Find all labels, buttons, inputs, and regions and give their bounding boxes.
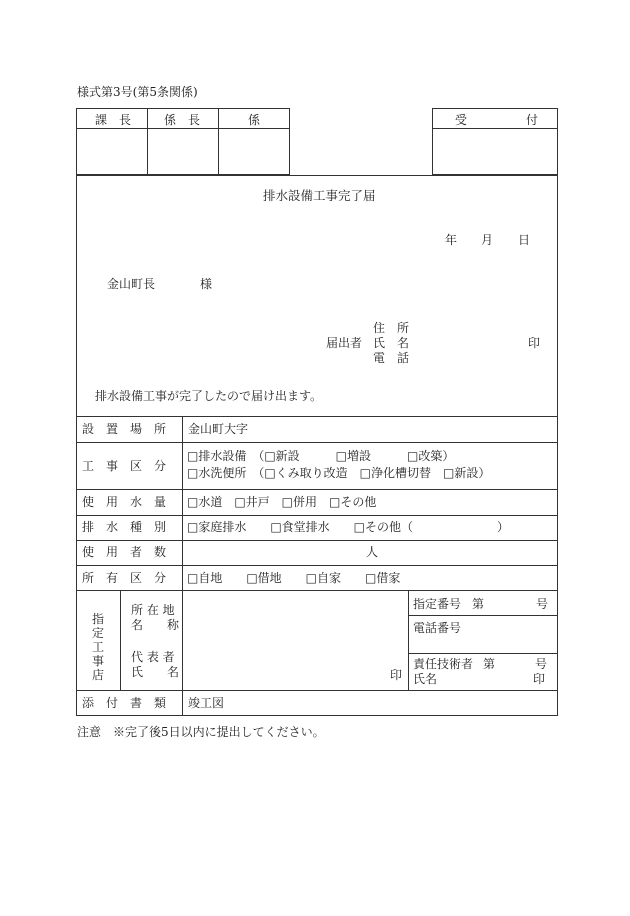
approval-kacho: 課 長 [95,113,132,127]
contractor-vertical-label: 指定工事店 [91,612,104,682]
contractor-rep-label-2: 氏 名 [131,665,180,679]
addressee: 金山町長 [107,277,156,291]
users-label: 使 用 者 数 [82,545,167,559]
applicant-input-area[interactable] [420,320,520,366]
designation-label: 指定番号 [413,597,462,611]
engineer-seal: 印 [533,672,546,686]
approval-stamp-kakaricho[interactable] [152,132,212,170]
location-label: 設 置 場 所 [82,422,167,436]
engineer-go: 号 [535,657,548,671]
contractor-rep-label-1: 代 表 者 [131,650,175,664]
reception-label-2: 付 [526,113,539,127]
reception-box [432,108,558,175]
applicant-label: 届出者 [326,336,363,350]
drain-value[interactable]: □家庭排水 □食堂排水 □その他（ ） [187,520,510,534]
statement: 排水設備工事が完了したので届け出ます。 [95,389,323,403]
applicant-phone-label: 電 話 [373,351,410,365]
approval-kakaricho: 係 長 [164,113,201,127]
water-value[interactable]: □水道 □井戸 □併用 □その他 [187,495,377,509]
water-label: 使 用 水 量 [82,495,167,509]
contractor-input-area[interactable] [188,595,383,685]
designation-dai: 第 [472,597,485,611]
approval-stamp-kacho[interactable] [90,132,140,170]
approval-kakari: 係 [248,113,261,127]
designation-go: 号 [536,597,549,611]
drain-label: 排 水 種 別 [82,520,167,534]
ownership-label: 所 有 区 分 [82,571,167,585]
addressee-sama: 様 [200,277,213,291]
attachment-label: 添 付 書 類 [82,696,167,710]
contractor-phone-label: 電話番号 [413,621,462,635]
users-input[interactable] [190,543,360,561]
note: 注意 ※完了後5日以内に提出してください。 [77,725,325,739]
users-unit: 人 [366,545,379,559]
date-day: 日 [518,233,531,247]
work-type-line1[interactable]: □排水設備 （□新設 □増設 □改築） [187,449,455,463]
form-header: 様式第3号(第5条関係) [77,85,198,99]
engineer-name-label: 氏名 [413,672,438,686]
applicant-address-label: 住 所 [373,321,410,335]
engineer-dai: 第 [483,657,496,671]
approval-stamp-kakari[interactable] [224,132,284,170]
work-type-line2[interactable]: □水洗便所 （□くみ取り改造 □浄化槽切替 □新設） [187,466,491,480]
applicant-seal: 印 [528,336,541,350]
reception-label-1: 受 [455,113,468,127]
ownership-value[interactable]: □自地 □借地 □自家 □借家 [187,571,401,585]
work-type-label: 工 事 区 分 [82,459,167,473]
attachment-value: 竣工図 [188,696,225,710]
location-value[interactable]: 金山町大字 [188,422,249,436]
date-month: 月 [481,233,494,247]
applicant-name-label: 氏 名 [373,336,410,350]
engineer-label: 責任技術者 [413,657,474,671]
contractor-seal: 印 [390,668,403,682]
contractor-address-label-1: 所 在 地 [131,603,175,617]
date-year: 年 [445,233,458,247]
contractor-address-label-2: 名 称 [131,618,180,632]
form-title: 排水設備工事完了届 [263,188,376,203]
